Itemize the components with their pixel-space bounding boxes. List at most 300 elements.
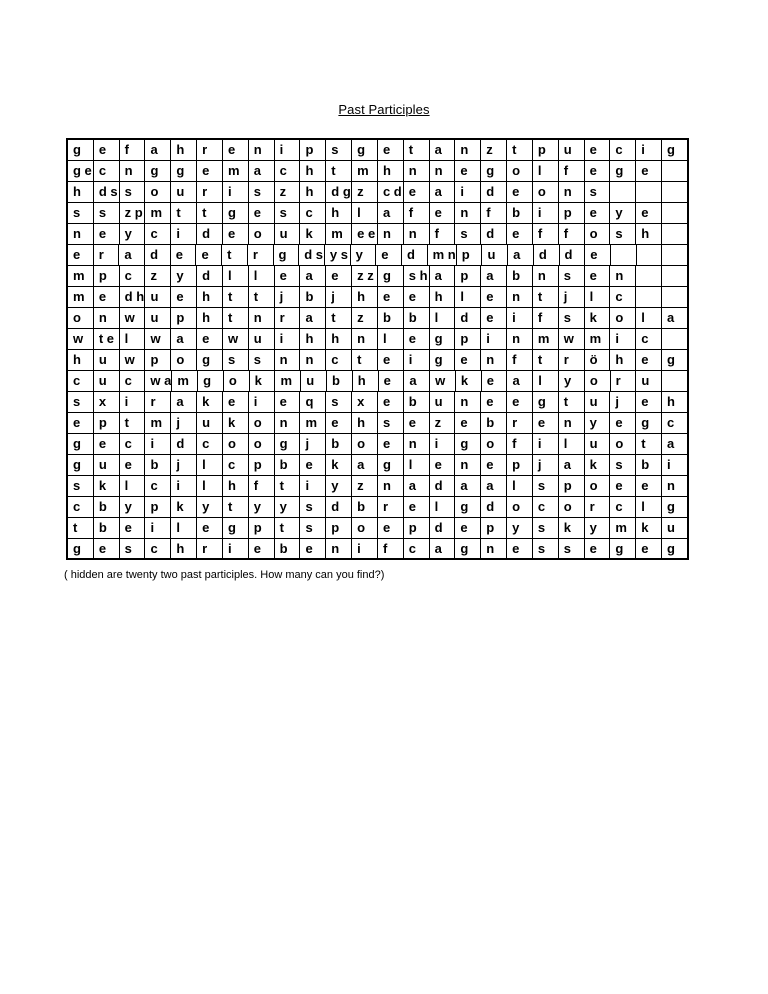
grid-cell: j <box>533 455 559 475</box>
grid-cell: e <box>585 203 611 223</box>
grid-cell: p <box>455 329 481 349</box>
grid-cell: f <box>533 308 559 328</box>
grid-cell: u <box>585 434 611 454</box>
grid-cell <box>611 245 637 265</box>
grid-cell: r <box>248 245 274 265</box>
grid-cell: i <box>145 518 171 538</box>
grid-cell: t e <box>94 329 120 349</box>
grid-cell: i <box>275 329 301 349</box>
grid-cell: e <box>585 245 611 265</box>
grid-cell: g <box>274 245 300 265</box>
grid-cell: d <box>560 245 586 265</box>
grid-cell: n <box>404 434 430 454</box>
grid-cell: g <box>667 352 675 367</box>
grid-cell: e <box>379 371 405 391</box>
grid-cell: i <box>610 329 636 349</box>
grid-cell: a <box>145 140 171 160</box>
grid-cell: e <box>249 203 275 223</box>
grid-row <box>68 140 687 161</box>
grid-cell: b <box>326 434 352 454</box>
grid-row <box>68 161 687 182</box>
grid-cell: d <box>326 497 352 517</box>
grid-cell: u <box>275 224 301 244</box>
grid-cell: d <box>197 224 223 244</box>
grid-cell: t <box>223 497 249 517</box>
grid-cell: e <box>636 539 662 558</box>
grid-cell: n <box>404 224 430 244</box>
grid-cell: y <box>249 497 275 517</box>
grid-cell: a <box>430 182 456 202</box>
grid-cell: l <box>636 308 662 328</box>
grid-row <box>68 266 687 287</box>
grid-cell: l <box>559 434 585 454</box>
grid-cell: n <box>300 350 326 370</box>
grid-cell: i <box>352 539 378 558</box>
grid-cell: i <box>171 224 197 244</box>
grid-cell: j <box>610 392 636 412</box>
grid-cell: m <box>300 413 326 433</box>
grid-cell: i <box>667 457 671 472</box>
grid-cell: s <box>120 539 146 558</box>
grid-cell: t <box>223 308 249 328</box>
grid-cell: e <box>507 392 533 412</box>
grid-cell: e <box>507 224 533 244</box>
grid-cell: i <box>455 182 481 202</box>
grid-cell: g <box>198 371 224 391</box>
grid-cell: e <box>636 350 662 370</box>
grid-cell: k <box>171 497 197 517</box>
grid-cell: o <box>481 434 507 454</box>
grid-cell: e <box>404 413 430 433</box>
grid-cell: k <box>326 455 352 475</box>
grid-cell: p <box>404 518 430 538</box>
grid-cell: j <box>171 413 197 433</box>
grid-cell <box>662 287 687 307</box>
grid-cell: o <box>585 371 611 391</box>
grid-cell: n <box>455 140 481 160</box>
grid-cell: w <box>559 329 585 349</box>
grid-cell: a <box>667 436 675 451</box>
grid-cell: b <box>481 413 507 433</box>
grid-cell: s <box>120 182 146 202</box>
grid-cell: p <box>171 308 197 328</box>
grid-cell: s <box>533 518 559 538</box>
grid-row <box>68 245 687 266</box>
grid-cell: o <box>68 308 94 328</box>
grid-cell: n <box>667 478 675 493</box>
grid-cell: c <box>326 350 352 370</box>
grid-cell: t <box>275 518 301 538</box>
grid-cell: b <box>94 497 120 517</box>
grid-cell: c <box>533 497 559 517</box>
grid-cell: r <box>611 371 637 391</box>
grid-cell: k <box>94 476 120 496</box>
grid-cell: p <box>94 413 120 433</box>
grid-cell: h <box>300 329 326 349</box>
grid-cell: t <box>326 308 352 328</box>
grid-cell: e <box>94 539 120 558</box>
grid-cell: f <box>507 434 533 454</box>
grid-cell: g <box>68 539 94 558</box>
grid-cell: c <box>145 539 171 558</box>
grid-cell: m <box>326 224 352 244</box>
grid-cell <box>662 329 687 349</box>
grid-cell: t <box>559 392 585 412</box>
grid-cell: e <box>610 413 636 433</box>
grid-cell: x <box>352 392 378 412</box>
grid-cell: i <box>481 329 507 349</box>
grid-cell: g <box>171 161 197 181</box>
grid-cell: n <box>455 392 481 412</box>
grid-cell: p <box>457 245 483 265</box>
grid-cell: e <box>197 161 223 181</box>
grid-cell: i <box>223 539 249 558</box>
grid-cell: c <box>197 434 223 454</box>
grid-cell: h <box>300 161 326 181</box>
grid-cell: e <box>223 392 249 412</box>
grid-cell: r <box>197 539 223 558</box>
grid-cell: s h <box>404 266 430 286</box>
grid-cell: u <box>94 350 120 370</box>
grid-cell: f <box>507 350 533 370</box>
grid-cell: e <box>507 539 533 558</box>
grid-cell: y <box>610 203 636 223</box>
grid-cell: e <box>610 476 636 496</box>
grid-cell: g <box>455 497 481 517</box>
grid-cell: d <box>430 476 456 496</box>
grid-cell: c <box>145 224 171 244</box>
grid-cell: h <box>378 161 404 181</box>
grid-cell: s <box>68 392 94 412</box>
grid-cell: y <box>326 476 352 496</box>
grid-cell: m <box>172 371 198 391</box>
grid-cell: s <box>300 518 326 538</box>
grid-cell: e <box>275 392 301 412</box>
grid-cell: e <box>636 161 662 181</box>
grid-cell: a <box>404 371 430 391</box>
grid-cell: e <box>533 413 559 433</box>
grid-cell <box>610 182 636 202</box>
grid-cell: f <box>481 203 507 223</box>
grid-cell: s <box>275 203 301 223</box>
grid-cell: e <box>455 413 481 433</box>
grid-cell: o <box>533 182 559 202</box>
grid-cell: w a <box>145 371 172 391</box>
grid-cell: g <box>145 161 171 181</box>
grid-cell: m <box>68 266 94 286</box>
grid-cell: a <box>119 245 145 265</box>
grid-cell: t <box>120 413 146 433</box>
grid-cell: i <box>171 476 197 496</box>
grid-cell: k <box>636 518 662 538</box>
grid-cell: e <box>94 140 120 160</box>
grid-cell: e e <box>352 224 378 244</box>
grid-cell: t <box>326 161 352 181</box>
grid-cell: l <box>533 161 559 181</box>
grid-cell <box>636 287 662 307</box>
grid-cell: i <box>249 392 275 412</box>
grid-cell: e <box>197 329 223 349</box>
grid-cell: b <box>378 308 404 328</box>
grid-cell: e <box>507 182 533 202</box>
grid-cell: n <box>378 224 404 244</box>
grid-cell: t <box>68 518 94 538</box>
grid-cell: e <box>171 287 197 307</box>
grid-cell: g <box>430 350 456 370</box>
grid-cell: c <box>610 497 636 517</box>
grid-cell: o <box>610 308 636 328</box>
grid-cell: h <box>197 287 223 307</box>
grid-cell: u <box>559 140 585 160</box>
grid-cell: h <box>352 413 378 433</box>
instructions-text: ( hidden are twenty two past participles. How many can you find?) <box>64 569 385 581</box>
grid-cell: z <box>352 476 378 496</box>
grid-cell: s <box>300 497 326 517</box>
grid-cell: t <box>507 140 533 160</box>
grid-cell: y <box>559 371 585 391</box>
grid-cell: f <box>559 161 585 181</box>
grid-cell: c <box>404 539 430 558</box>
grid-cell: h <box>326 203 352 223</box>
grid-cell: o <box>224 371 250 391</box>
grid-cell: l <box>430 308 456 328</box>
grid-cell: o <box>559 497 585 517</box>
grid-cell: e <box>455 161 481 181</box>
grid-cell: y <box>120 497 146 517</box>
grid-cell: h <box>610 350 636 370</box>
grid-cell: a <box>481 266 507 286</box>
grid-cell: e <box>68 245 94 265</box>
grid-cell: y s <box>325 245 351 265</box>
grid-cell: e <box>94 434 120 454</box>
grid-cell: l <box>120 329 146 349</box>
grid-cell: p <box>507 455 533 475</box>
grid-cell: u <box>145 308 171 328</box>
grid-cell: d <box>481 497 507 517</box>
grid-cell: e <box>197 518 223 538</box>
grid-cell: z z <box>352 266 378 286</box>
grid-row <box>68 308 687 329</box>
grid-cell: a <box>430 140 456 160</box>
grid-cell: p <box>559 203 585 223</box>
grid-cell: p <box>300 140 326 160</box>
grid-cell: t <box>171 203 197 223</box>
grid-cell: h <box>197 308 223 328</box>
grid-cell: o <box>507 497 533 517</box>
grid-cell: m <box>533 329 559 349</box>
grid-cell: k <box>456 371 482 391</box>
grid-cell: t <box>404 140 430 160</box>
grid-cell: y <box>171 266 197 286</box>
grid-cell: u <box>482 245 508 265</box>
grid-cell: o <box>585 476 611 496</box>
grid-cell: a <box>507 371 533 391</box>
grid-cell: s <box>378 413 404 433</box>
grid-cell: h <box>223 476 249 496</box>
grid-cell: a <box>559 455 585 475</box>
grid-cell: l <box>171 518 197 538</box>
grid-cell: c d <box>378 182 404 202</box>
grid-cell: b <box>94 518 120 538</box>
grid-cell: e <box>585 539 611 558</box>
grid-cell: e <box>275 266 301 286</box>
grid-cell: g <box>455 539 481 558</box>
grid-cell: u <box>94 455 120 475</box>
grid-cell: u <box>197 413 223 433</box>
grid-cell: g <box>481 161 507 181</box>
grid-cell: r <box>94 245 120 265</box>
grid-cell: t <box>275 476 301 496</box>
grid-cell: l <box>378 329 404 349</box>
grid-cell: j <box>326 287 352 307</box>
grid-cell: g <box>667 541 675 556</box>
grid-cell: n <box>455 203 481 223</box>
grid-cell: w <box>145 329 171 349</box>
grid-cell: i <box>223 182 249 202</box>
grid-cell: n <box>610 266 636 286</box>
grid-cell: r <box>145 392 171 412</box>
grid-cell: c <box>275 161 301 181</box>
grid-cell: n <box>559 413 585 433</box>
grid-cell: o <box>171 350 197 370</box>
grid-cell: e <box>481 287 507 307</box>
page-title: Past Participles <box>338 102 430 117</box>
grid-cell: c <box>120 266 146 286</box>
grid-cell: e <box>585 266 611 286</box>
grid-cell: e <box>94 224 120 244</box>
grid-cell: ö <box>585 350 611 370</box>
grid-cell: t <box>533 287 559 307</box>
grid-cell: b <box>300 287 326 307</box>
grid-cell: c <box>68 371 94 391</box>
grid-cell: h <box>68 350 94 370</box>
grid-cell: g <box>68 140 94 160</box>
grid-cell: n <box>120 161 146 181</box>
grid-cell: t <box>636 434 662 454</box>
grid-cell: m <box>145 413 171 433</box>
grid-cell: e <box>636 203 662 223</box>
grid-cell: z <box>430 413 456 433</box>
grid-cell: h <box>171 140 197 160</box>
grid-cell: h <box>430 287 456 307</box>
grid-cell: i <box>636 140 662 160</box>
grid-cell: s <box>559 539 585 558</box>
grid-cell: g <box>378 266 404 286</box>
grid-cell: e <box>636 392 662 412</box>
grid-cell: o <box>249 413 275 433</box>
grid-cell: o <box>249 224 275 244</box>
grid-row <box>68 434 687 455</box>
grid-cell: s <box>223 350 249 370</box>
grid-cell: f <box>430 224 456 244</box>
grid-cell: t <box>533 350 559 370</box>
grid-cell: o <box>223 434 249 454</box>
grid-cell: r <box>507 413 533 433</box>
grid-cell: a <box>481 476 507 496</box>
grid-cell: z <box>352 182 378 202</box>
grid-cell: f <box>533 224 559 244</box>
grid-cell: b <box>145 455 171 475</box>
grid-cell: u <box>145 287 171 307</box>
grid-cell: g <box>223 203 249 223</box>
grid-row <box>68 224 687 245</box>
grid-cell <box>662 203 687 223</box>
grid-cell: t <box>249 287 275 307</box>
grid-cell: r <box>378 497 404 517</box>
grid-cell: e <box>481 392 507 412</box>
grid-cell: t <box>222 245 248 265</box>
grid-cell: c <box>636 329 662 349</box>
grid-cell: p <box>249 518 275 538</box>
grid-cell: a <box>300 266 326 286</box>
grid-cell: i <box>145 434 171 454</box>
grid-row <box>68 539 687 558</box>
grid-cell: s <box>326 392 352 412</box>
grid-cell: e <box>223 224 249 244</box>
grid-cell: g <box>68 434 94 454</box>
grid-cell: s <box>68 476 94 496</box>
grid-cell: e <box>94 287 120 307</box>
grid-cell: d <box>402 245 428 265</box>
grid-cell: h <box>300 182 326 202</box>
grid-row <box>68 497 687 518</box>
grid-cell: e <box>378 350 404 370</box>
grid-cell: i <box>533 434 559 454</box>
grid-cell: l <box>533 371 559 391</box>
grid-cell: d <box>430 518 456 538</box>
grid-cell: e <box>223 140 249 160</box>
grid-cell: x <box>94 392 120 412</box>
grid-cell: d <box>534 245 560 265</box>
grid-row <box>68 518 687 539</box>
grid-cell <box>636 182 662 202</box>
grid-cell: b <box>404 308 430 328</box>
grid-cell: a <box>455 476 481 496</box>
grid-cell: f <box>378 539 404 558</box>
grid-cell: n <box>326 539 352 558</box>
grid-cell: u <box>636 371 662 391</box>
grid-cell: f <box>559 224 585 244</box>
grid-cell: e <box>430 203 456 223</box>
grid-cell: n <box>481 350 507 370</box>
grid-cell: h <box>171 539 197 558</box>
word-search-grid <box>66 138 689 560</box>
grid-cell: a <box>171 329 197 349</box>
grid-cell: b <box>352 497 378 517</box>
grid-cell: m <box>68 287 94 307</box>
grid-cell: e <box>378 518 404 538</box>
grid-cell: w <box>430 371 456 391</box>
grid-cell: m <box>610 518 636 538</box>
grid-cell: a <box>508 245 534 265</box>
grid-cell: d <box>481 224 507 244</box>
grid-cell: a <box>300 308 326 328</box>
grid-cell: n <box>94 308 120 328</box>
grid-cell: e <box>120 518 146 538</box>
grid-row <box>68 371 687 392</box>
grid-cell: g <box>223 518 249 538</box>
grid-cell: y <box>507 518 533 538</box>
grid-cell: g <box>352 140 378 160</box>
grid-cell <box>662 245 687 265</box>
grid-cell: s <box>585 182 611 202</box>
grid-cell: n <box>378 476 404 496</box>
grid-cell: b <box>636 455 662 475</box>
grid-cell: g <box>455 434 481 454</box>
grid-cell: l <box>120 476 146 496</box>
grid-cell: j <box>559 287 585 307</box>
grid-cell: t <box>223 287 249 307</box>
